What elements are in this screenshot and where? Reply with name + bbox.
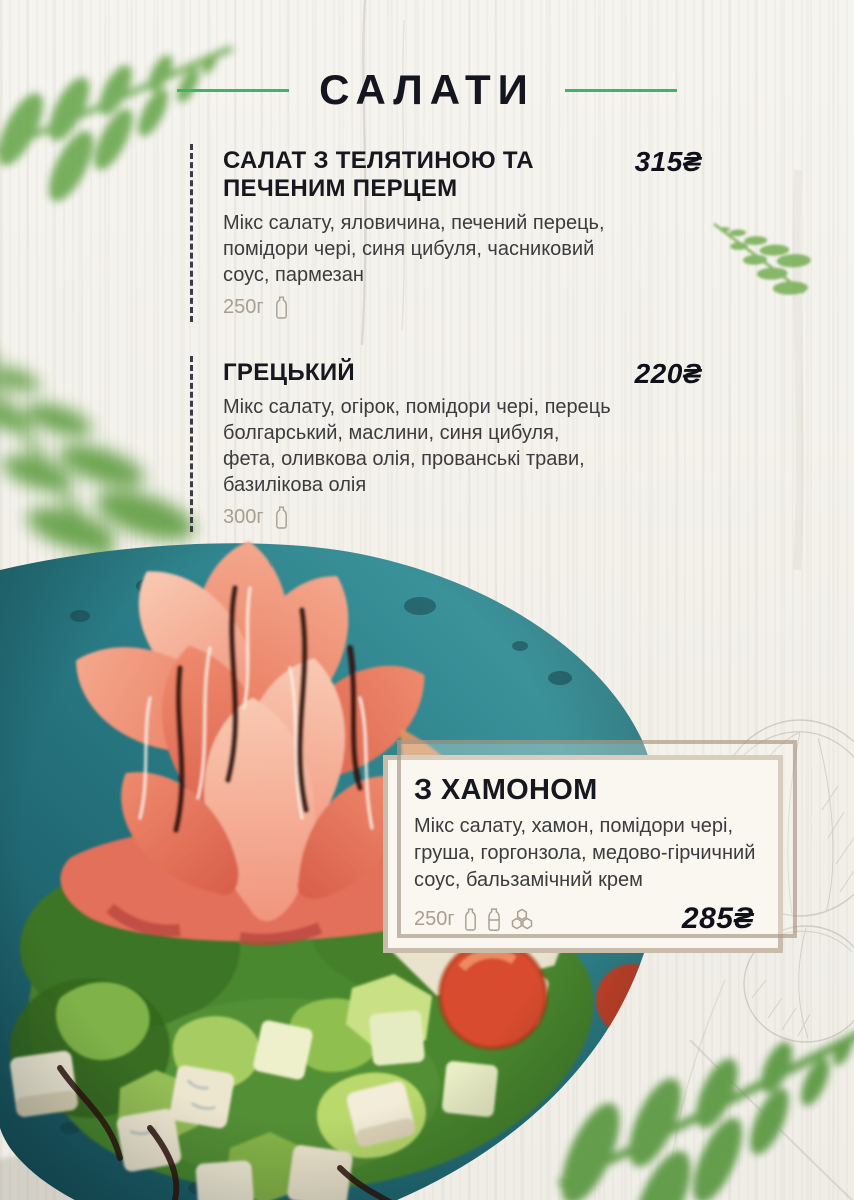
- featured-item-weight-row: [414, 907, 534, 932]
- honeycomb-icon: [510, 908, 534, 930]
- bottle-icon: [463, 907, 478, 932]
- bottle-icon: [274, 295, 289, 320]
- menu-item-greek-salad: [190, 356, 702, 532]
- jar-icon: [486, 907, 502, 932]
- item-weight: 250г: [223, 296, 264, 318]
- item-name: ГРЕЦЬКИЙ: [223, 359, 355, 386]
- featured-item-weight: 250г: [414, 907, 455, 930]
- featured-item-card: [383, 755, 783, 953]
- bottle-icon: [274, 505, 289, 530]
- menu-item-list: [190, 144, 702, 566]
- item-description: Мікс салату, огірок, помідори чері, перець болгарський, маслини, синя цибуля, фета, оливкова олія, прованські трави, базилікова олія: [223, 396, 611, 496]
- page-title: САЛАТИ: [319, 66, 535, 113]
- featured-item-price: 285₴: [681, 902, 754, 935]
- menu-header: [0, 66, 854, 114]
- item-weight: 300г: [223, 506, 264, 528]
- header-line-left: [177, 89, 289, 92]
- item-price: 220₴: [634, 358, 702, 389]
- featured-item-bottom-row: [414, 902, 762, 936]
- featured-item-description: Мікс салату, хамон, помідори чері, груша, горгонзола, медово-гірчичний соус, бальзамічний крем: [414, 815, 756, 891]
- featured-item-name: З ХАМОНОМ: [414, 774, 598, 806]
- item-weight-row: [223, 505, 702, 530]
- header-line-right: [565, 89, 677, 92]
- leaf-right: [699, 201, 827, 311]
- item-weight-row: [223, 295, 702, 320]
- menu-item-veal-salad: [190, 144, 702, 322]
- item-description: Мікс салату, яловичина, печений перець, помідори чері, синя цибуля, часниковий соус, пармезан: [223, 212, 605, 286]
- item-name: САЛАТ З ТЕЛЯТИНОЮ ТА ПЕЧЕНИМ ПЕРЦЕМ: [223, 147, 534, 202]
- item-price: 315₴: [634, 146, 702, 177]
